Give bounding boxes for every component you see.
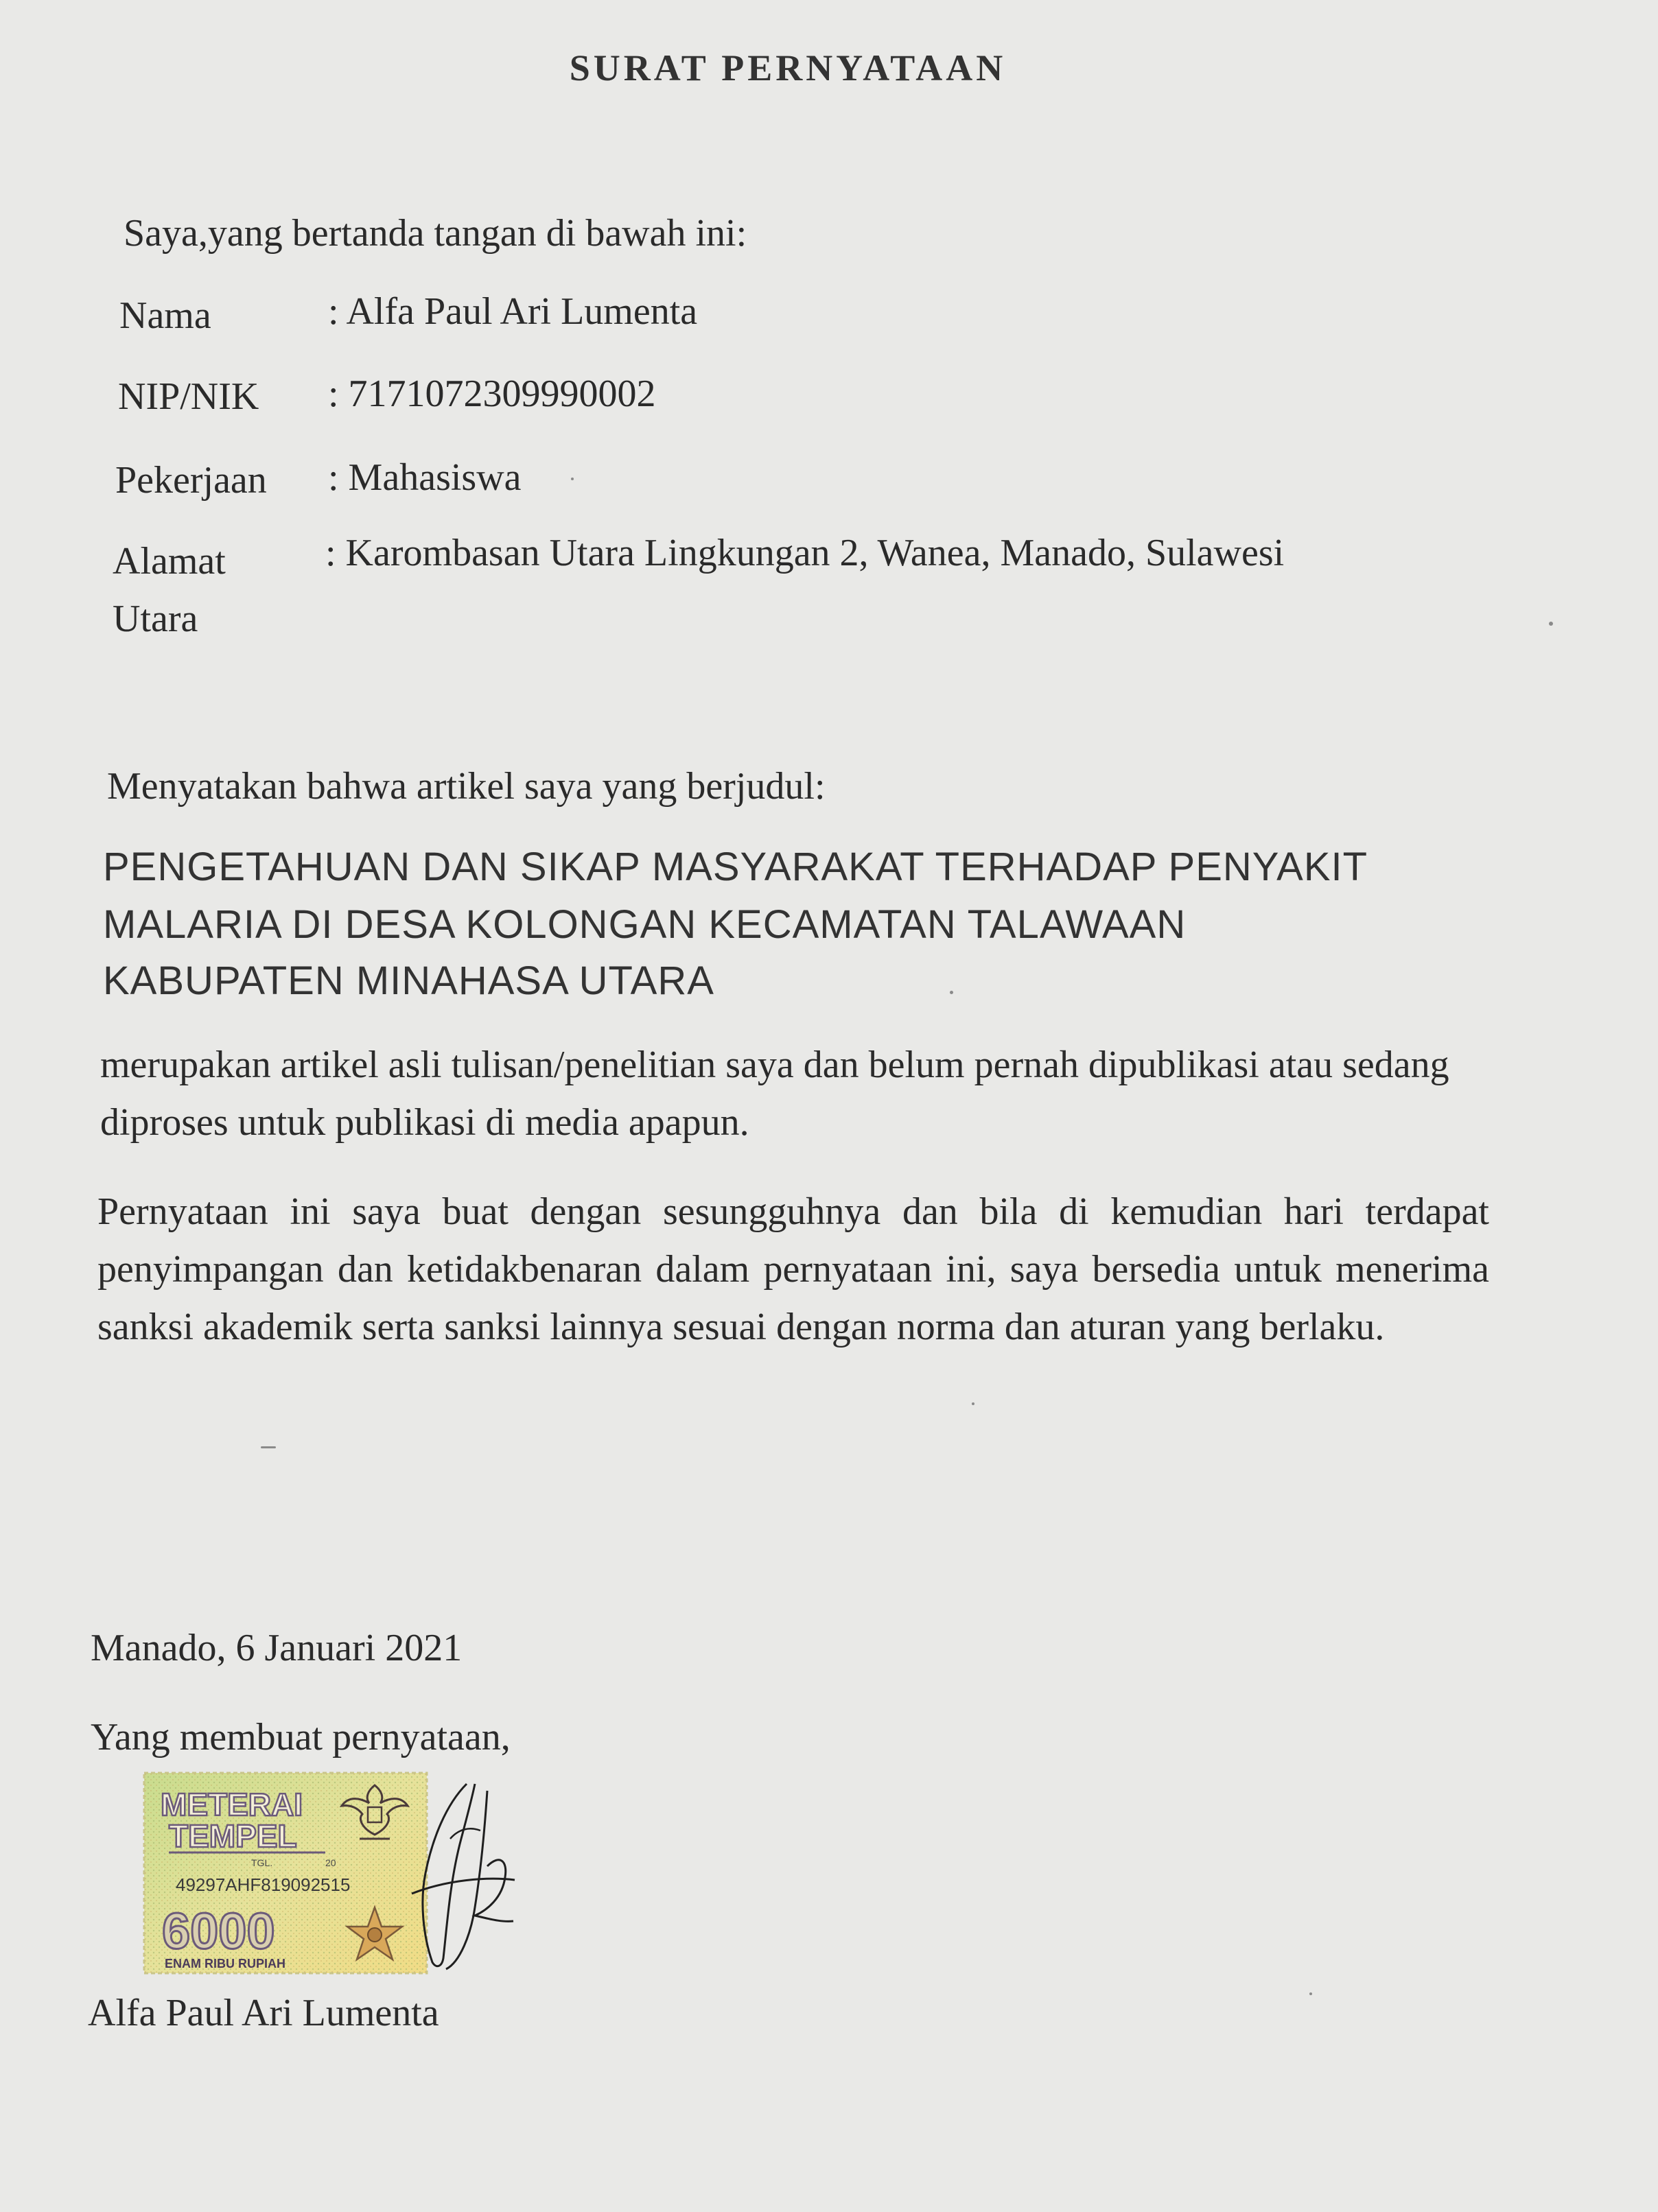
article-title-line-2: MALARIA DI DESA KOLONGAN KECAMATAN TALAWAAN (103, 902, 1187, 947)
stamp-year-label: 20 (325, 1857, 336, 1868)
stamp-amount: 6000 (162, 1903, 275, 1960)
closing-text: Yang membuat pernyataan, (91, 1716, 511, 1758)
scan-speck (261, 1446, 276, 1448)
scan-speck (1309, 1992, 1312, 1995)
scan-speck (950, 991, 953, 994)
intro-text: Saya,yang bertanda tangan di bawah ini: (124, 212, 747, 255)
place-date: Manado, 6 Januari 2021 (91, 1627, 463, 1669)
article-title-line-3: KABUPATEN MINAHASA UTARA (103, 958, 714, 1003)
stamp-tgl-label: TGL. (251, 1857, 273, 1868)
stamp-serial: 49297AHF819092515 (176, 1874, 351, 1895)
field-label-nama: Nama (119, 294, 211, 337)
field-label-pekerjaan: Pekerjaan (115, 459, 267, 502)
handwritten-signature (384, 1763, 522, 1983)
stamp-meterai-text: METERAI (161, 1787, 303, 1822)
paragraph-declaration: Pernyataan ini saya buat dengan sesungguhnya dan bila di kemudian hari terdapat penyimpangan dan ketidakbenaran dalam pernyataan ini, saya bersedia untuk menerima sanksi akademik serta sanksi lainnya sesuai dengan norma dan aturan yang berlaku. (97, 1190, 1489, 1348)
signer-name: Alfa Paul Ari Lumenta (88, 1992, 439, 2034)
paragraph-originality: merupakan artikel asli tulisan/penelitian saya dan belum pernah dipublikasi atau sedang diproses untuk publikasi di media apapun. (100, 1044, 1449, 1144)
field-label-alamat: Alamat (113, 540, 226, 583)
stamp-tempel-text: TEMPEL (169, 1818, 297, 1854)
statement-lead: Menyatakan bahwa artikel saya yang berjudul: (107, 765, 826, 808)
field-value-alamat: : Karombasan Utara Lingkungan 2, Wanea, Manado, Sulawesi (325, 532, 1285, 574)
field-label-nip: NIP/NIK (118, 375, 259, 418)
field-value-nip: : 7171072309990002 (328, 373, 656, 415)
field-value-pekerjaan: : Mahasiswa (328, 456, 522, 499)
scan-speck (571, 478, 574, 480)
field-value-nama: : Alfa Paul Ari Lumenta (328, 290, 698, 333)
field-label-alamat-cont: Utara (113, 598, 198, 640)
scan-speck (972, 1402, 974, 1405)
document-title: SURAT PERNYATAAN (569, 47, 1007, 89)
scan-speck (1549, 622, 1553, 626)
stamp-amount-words: ENAM RIBU RUPIAH (165, 1957, 286, 1970)
article-title-line-1: PENGETAHUAN DAN SIKAP MASYARAKAT TERHADAP PENYAKIT (103, 845, 1368, 889)
